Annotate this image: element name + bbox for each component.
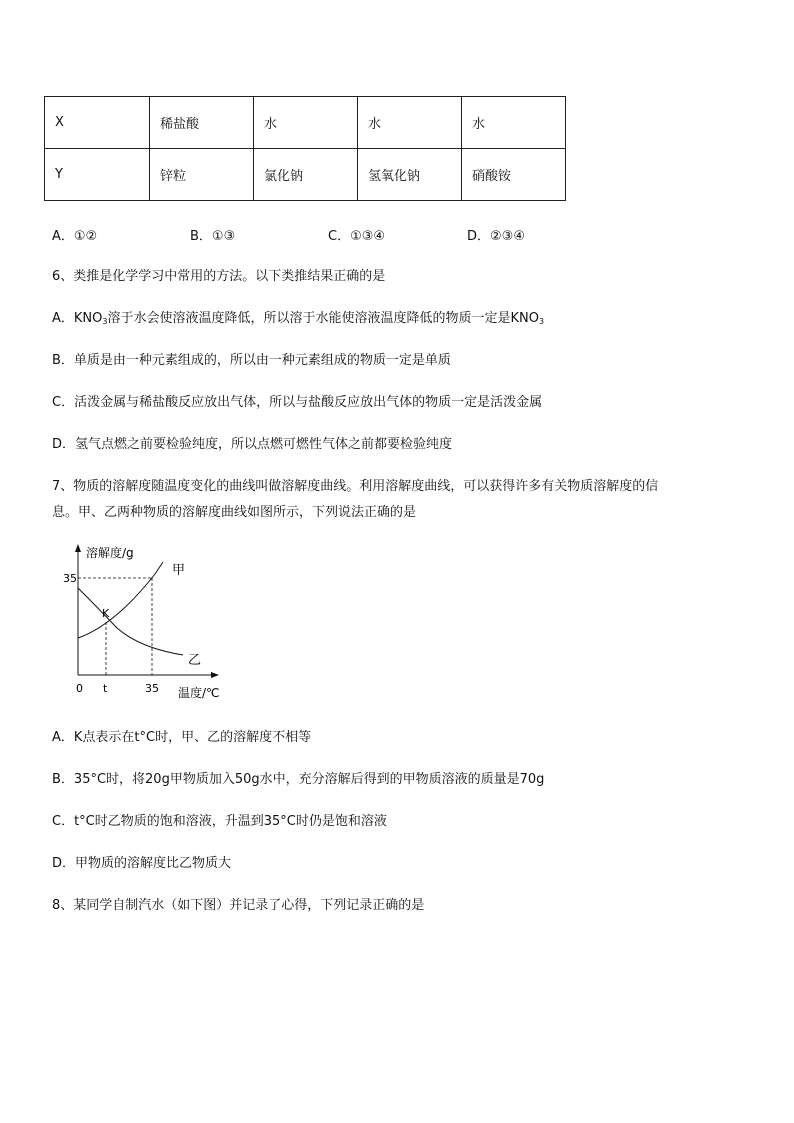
table-cell: 水 [358,97,462,149]
table-row-y [45,149,566,201]
table-cell: 氯化钠 [254,149,358,201]
x-tick-35: 35 [145,682,159,695]
q6-stem: 6、类推是化学学习中常用的方法。以下类推结果正确的是 [52,269,386,284]
table-cell: 氢氧化钠 [358,149,462,201]
y-axis-arrow-icon [75,544,81,552]
table-row-x [45,97,566,149]
q8-stem: 8、某同学自制汽水（如下图）并记录了心得，下列记录正确的是 [52,898,425,913]
q5-option-b[interactable]: B．①③ [190,229,236,244]
q7-stem-line2: 息。甲、乙两种物质的溶解度曲线如图所示，下列说法正确的是 [52,505,417,520]
table-cell: Y [45,149,150,201]
solubility-chart [55,540,235,705]
table-cell: 水 [462,97,566,149]
series-jia-curve [78,562,163,638]
q6-option-b[interactable]: B．单质是由一种元素组成的，所以由一种元素组成的物质一定是单质 [52,353,451,368]
series-jia-label: 甲 [172,563,186,578]
x-tick-t: t [103,682,108,695]
reagent-table [44,96,566,201]
q7-option-d[interactable]: D．甲物质的溶解度比乙物质大 [52,856,232,871]
x-axis-arrow-icon [211,672,219,678]
q5-option-d[interactable]: D．②③④ [467,229,525,244]
q5-option-a[interactable]: A．①② [52,229,98,244]
table-cell: 锌粒 [150,149,254,201]
q6-option-d[interactable]: D．氢气点燃之前要检验纯度，所以点燃可燃性气体之前都要检验纯度 [52,437,453,452]
q7-option-c[interactable]: C．t°C时乙物质的饱和溶液，升温到35°C时仍是饱和溶液 [52,814,387,829]
q7-option-a[interactable]: A．K点表示在t°C时，甲、乙的溶解度不相等 [52,730,312,745]
y-axis-label: 溶解度/g [86,546,134,560]
table-cell: 水 [254,97,358,149]
y-tick-35: 35 [63,572,77,585]
q6-option-c[interactable]: C．活泼金属与稀盐酸反应放出气体，所以与盐酸反应放出气体的物质一定是活泼金属 [52,395,543,410]
q5-option-c[interactable]: C．①③④ [328,229,386,244]
q6-option-a[interactable] [52,307,544,326]
subscript: 3 [102,317,108,326]
table-cell: X [45,97,150,149]
table-cell: 硝酸铵 [462,149,566,201]
x-tick-0: 0 [76,682,83,695]
table-cell: 稀盐酸 [150,97,254,149]
point-k-label: K [102,607,110,620]
q7-option-b[interactable]: B．35°C时，将20g甲物质加入50g水中，充分溶解后得到的甲物质溶液的质量是70g [52,772,545,787]
series-yi-curve [78,588,183,655]
series-yi-label: 乙 [188,653,202,668]
q7-stem-line1: 7、物质的溶解度随温度变化的曲线叫做溶解度曲线。利用溶解度曲线，可以获得许多有关物质溶解度的信 [52,479,659,494]
x-axis-label: 温度/℃ [178,686,220,700]
q6-option-a-prefix: A．KNO [52,311,103,326]
subscript: 3 [538,317,545,326]
q6-option-a-middle: 溶于水会使溶液温度降低，所以溶于水能使溶液温度降低的物质一定是KNO [107,311,539,326]
